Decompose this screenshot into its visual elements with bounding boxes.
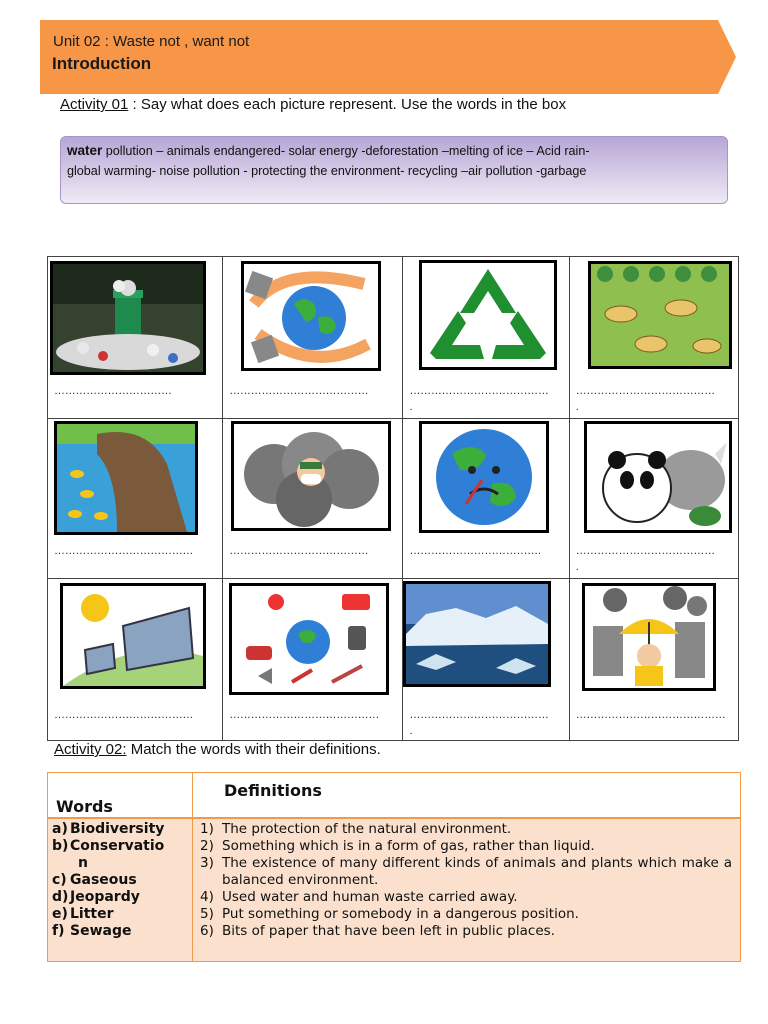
water-pollution-pipe: [54, 421, 198, 535]
word-key: f): [52, 923, 65, 939]
sad-earth-image: [422, 424, 546, 530]
word-key: d): [52, 889, 69, 905]
answer-line: …………………………………: [409, 385, 549, 397]
answer-dot: .: [575, 561, 579, 573]
word-box: [60, 136, 728, 204]
solar-panels: [60, 583, 206, 689]
word-box-line1: pollution – animals endangered- solar energy -deforestation –melting of ice – Acid rain-: [102, 144, 590, 158]
definition-item: [200, 906, 732, 923]
definition-text: Put something or somebody in a dangerous position.: [222, 906, 579, 922]
grid-cell: [403, 419, 569, 579]
garbage-bin-photo: [50, 261, 206, 375]
answer-line: ……………………………………: [229, 709, 380, 721]
grid-cell: [569, 257, 738, 419]
word-item: [52, 855, 164, 872]
melting-ice-photo: [403, 581, 551, 687]
definition-text: The existence of many different kinds of animals and plants which make a balanced environment.: [222, 855, 732, 888]
definition-item: [200, 855, 732, 889]
word-item: [52, 889, 164, 906]
definition-item: [200, 923, 732, 940]
answer-dot: .: [409, 725, 413, 737]
noise-pollution-earth: [229, 583, 389, 695]
activity-1-instruction: [60, 96, 566, 113]
unit-banner: [40, 20, 736, 94]
definition-number: 6): [200, 923, 214, 939]
word-key: e): [52, 906, 68, 922]
grid-cell: [569, 579, 738, 741]
word-text: Gaseous: [70, 872, 137, 888]
word-box-line2: global warming- noise pollution - protecting the environment- recycling –air pollution -garbage: [67, 164, 587, 178]
activity-1-text: : Say what does each picture represent. Use the words in the box: [128, 96, 567, 113]
definitions-list: [200, 821, 732, 940]
answer-dot: .: [409, 401, 413, 413]
matching-table: [47, 772, 741, 962]
answer-line: …………………………………: [409, 709, 549, 721]
definition-number: 2): [200, 838, 214, 854]
definition-number: 1): [200, 821, 214, 837]
hands-protecting-earth: [241, 261, 381, 371]
section-title: Introduction: [52, 54, 152, 73]
words-list: [52, 821, 164, 940]
answer-line: ……………………………………: [575, 709, 726, 721]
answer-line: …………………………………: [229, 385, 369, 397]
answer-dot: .: [575, 401, 579, 413]
grid-cell: [223, 579, 403, 741]
definition-text: Something which is in a form of gas, rather than liquid.: [222, 838, 595, 854]
answer-line: …………………………………: [575, 385, 715, 397]
ice-image: [406, 584, 548, 684]
word-text-wrap: n: [78, 855, 88, 871]
stumps-image: [591, 264, 729, 366]
answer-line: …………………………………: [575, 545, 715, 557]
activity-2-text: Match the words with their definitions.: [126, 741, 381, 758]
water-pollution-image: [57, 424, 195, 532]
solar-image: [63, 586, 203, 686]
word-item: [52, 821, 164, 838]
word-text: Conservatio: [70, 838, 165, 854]
table-header: [48, 773, 740, 819]
grid-cell: [403, 579, 569, 741]
definition-number: 5): [200, 906, 214, 922]
earth-hands-image: [244, 264, 378, 368]
sad-earth-global-warming: [419, 421, 549, 533]
definition-item: [200, 821, 732, 838]
answer-line: …………………………………: [229, 545, 369, 557]
recycle-image: [422, 263, 554, 367]
definition-number: 4): [200, 889, 214, 905]
definition-text: Bits of paper that have been left in public places.: [222, 923, 555, 939]
activity-2-instruction: [54, 741, 381, 758]
word-item: [52, 923, 164, 940]
definition-item: [200, 889, 732, 906]
grid-cell: [569, 419, 738, 579]
grid-cell: [48, 579, 223, 741]
definition-number: 3): [200, 855, 214, 871]
air-pollution-smoke: [231, 421, 391, 531]
definitions-header: Definitions: [224, 781, 322, 800]
unit-title: Unit 02 : Waste not , want not: [53, 33, 250, 50]
endangered-animals: [584, 421, 732, 533]
definition-item: [200, 838, 732, 855]
smoke-image: [234, 424, 388, 528]
word-box-first: water: [67, 143, 103, 158]
grid-cell: [223, 257, 403, 419]
grid-cell: [403, 257, 569, 419]
words-header: Words: [56, 797, 113, 816]
word-key: b): [52, 838, 69, 854]
activity-2-label: Activity 02:: [54, 741, 127, 758]
answer-line: ……………………………: [54, 385, 172, 397]
word-text: Sewage: [70, 923, 132, 939]
word-item: [52, 838, 164, 855]
answer-line: …………………………………: [54, 709, 194, 721]
grid-cell: [48, 419, 223, 579]
grid-cell: [223, 419, 403, 579]
acid-rain-factory: [582, 583, 716, 691]
definition-text: Used water and human waste carried away.: [222, 889, 518, 905]
definition-text: The protection of the natural environment.: [222, 821, 512, 837]
word-item: [52, 872, 164, 889]
grid-cell: [48, 257, 223, 419]
answer-line: …………………………………: [54, 545, 194, 557]
recycling-symbol: [419, 260, 557, 370]
picture-grid: [47, 256, 739, 741]
word-key: c): [52, 872, 67, 888]
deforestation-stumps: [588, 261, 732, 369]
word-text: Jeopardy: [70, 889, 140, 905]
word-text: Litter: [70, 906, 114, 922]
acid-rain-image: [585, 586, 713, 688]
column-divider: [192, 773, 193, 961]
garbage-image: [53, 264, 203, 372]
word-key: a): [52, 821, 68, 837]
activity-1-label: Activity 01: [60, 96, 129, 113]
animals-image: [587, 424, 729, 530]
noise-image: [232, 586, 386, 692]
answer-line: ……………………………….: [409, 545, 541, 557]
word-item: [52, 906, 164, 923]
word-text: Biodiversity: [70, 821, 165, 837]
